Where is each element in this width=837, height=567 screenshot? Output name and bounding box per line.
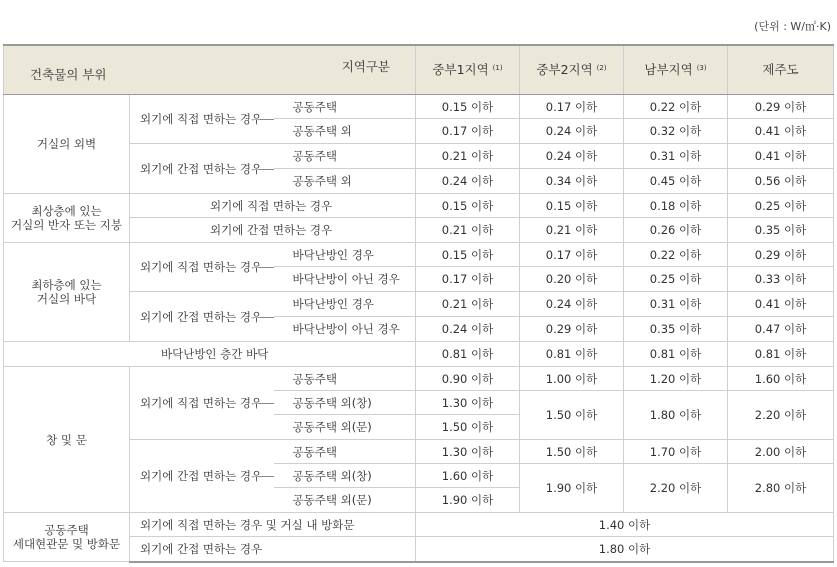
window-direct-nonapt-door: 공동주택 외(문) — [274, 415, 416, 440]
cell: 0.15 이하 — [416, 243, 520, 267]
window-indirect-nonapt-door: 공동주택 외(문) — [274, 488, 416, 513]
entrance-direct: 외기에 직접 면하는 경우 및 거실 내 방화문 — [130, 513, 416, 537]
cell: 0.81 이하 — [416, 342, 520, 367]
cell: 0.21 이하 — [416, 292, 520, 317]
cell: 0.24 이하 — [520, 144, 624, 169]
cell: 0.26 이하 — [624, 218, 728, 243]
cell: 0.41 이하 — [728, 144, 834, 169]
wall-label: 거실의 외벽 — [4, 95, 130, 194]
cell: 0.90 이하 — [416, 367, 520, 391]
window-indirect-apt: 공동주택 — [274, 440, 416, 464]
window-direct: 외기에 직접 면하는 경우 — [130, 367, 274, 440]
cell: 0.47 이하 — [728, 317, 834, 342]
table-row — [4, 243, 834, 267]
cell: 0.15 이하 — [520, 194, 624, 218]
window-indirect-nonapt-window: 공동주택 외(창) — [274, 464, 416, 488]
cell: 0.41 이하 — [728, 119, 834, 144]
header-region: 지역구분 — [341, 59, 391, 74]
header-central1: 중부1지역 $^{(1)}$ — [416, 45, 520, 95]
floor-direct: 외기에 직접 면하는 경우 — [130, 243, 274, 292]
header-south: 남부지역 $^{(3)}$ — [624, 45, 728, 95]
cell: 1.90 이하 — [520, 464, 624, 513]
header-central2: 중부2지역 $^{(2)}$ — [520, 45, 624, 95]
floor-direct-heated: 바닥난방인 경우 — [274, 243, 416, 267]
cell: 2.80 이하 — [728, 464, 834, 513]
wall-indirect: 외기에 간접 면하는 경우 — [130, 144, 274, 194]
cell: 2.20 이하 — [624, 464, 728, 513]
table-row — [4, 367, 834, 391]
roof-label: 최상층에 있는 거실의 반자 또는 지붕 — [4, 194, 130, 243]
wall-direct: 외기에 직접 면하는 경우 — [130, 95, 274, 144]
cell: 0.17 이하 — [416, 267, 520, 292]
wall-direct-nonapt: 공동주택 외 — [274, 119, 416, 144]
floor-indirect-not-heated: 바닥난방이 아닌 경우 — [274, 317, 416, 342]
cell: 0.15 이하 — [416, 95, 520, 119]
cell: 0.21 이하 — [520, 218, 624, 243]
cell: 0.41 이하 — [728, 292, 834, 317]
window-label: 창 및 문 — [4, 367, 130, 513]
cell: 0.22 이하 — [624, 243, 728, 267]
cell: 0.25 이하 — [728, 194, 834, 218]
table-row — [4, 95, 834, 119]
cell: 0.17 이하 — [520, 95, 624, 119]
cell: 0.24 이하 — [520, 119, 624, 144]
cell: 1.30 이하 — [416, 440, 520, 464]
floor-label: 최하층에 있는 거실의 바닥 — [4, 243, 130, 342]
cell: 0.29 이하 — [728, 95, 834, 119]
entrance-indirect: 외기에 간접 면하는 경우 — [130, 537, 416, 562]
cell: 0.35 이하 — [728, 218, 834, 243]
floor-direct-not-heated: 바닥난방이 아닌 경우 — [274, 267, 416, 292]
cell: 1.80 이하 — [624, 391, 728, 440]
cell: 1.60 이하 — [416, 464, 520, 488]
window-indirect: 외기에 간접 면하는 경우 — [130, 440, 274, 513]
cell: 1.50 이하 — [520, 440, 624, 464]
cell: 0.20 이하 — [520, 267, 624, 292]
cell: 1.30 이하 — [416, 391, 520, 415]
entrance-label: 공동주택 세대현관문 및 방화문 — [4, 513, 130, 562]
wall-direct-apt: 공동주택 — [274, 95, 416, 119]
table-row — [4, 513, 834, 537]
wall-indirect-nonapt: 공동주택 외 — [274, 169, 416, 194]
cell: 0.25 이하 — [624, 267, 728, 292]
cell: 0.35 이하 — [624, 317, 728, 342]
cell: 0.34 이하 — [520, 169, 624, 194]
floor-indirect-heated: 바닥난방인 경우 — [274, 292, 416, 317]
cell: 0.17 이하 — [520, 243, 624, 267]
cell: 2.20 이하 — [728, 391, 834, 440]
cell: 0.21 이하 — [416, 218, 520, 243]
cell: 0.31 이하 — [624, 144, 728, 169]
window-direct-apt: 공동주택 — [274, 367, 416, 391]
cell: 0.24 이하 — [416, 169, 520, 194]
cell: 0.45 이하 — [624, 169, 728, 194]
cell: 1.20 이하 — [624, 367, 728, 391]
cell: 1.00 이하 — [520, 367, 624, 391]
cell: 0.32 이하 — [624, 119, 728, 144]
cell: 0.15 이하 — [416, 194, 520, 218]
cell: 0.81 이하 — [520, 342, 624, 367]
cell: 0.81 이하 — [624, 342, 728, 367]
floor-indirect: 외기에 간접 면하는 경우 — [130, 292, 274, 342]
table-row — [4, 194, 834, 218]
entrance-indirect-value: 1.80 이하 — [416, 537, 834, 562]
cell: 0.33 이하 — [728, 267, 834, 292]
cell: 0.81 이하 — [728, 342, 834, 367]
cell: 0.22 이하 — [624, 95, 728, 119]
header-diagonal-cell — [4, 45, 416, 95]
unit-label: (단위 : W/㎡·K) — [754, 20, 831, 33]
header-part: 건축물의 부위 — [30, 67, 107, 82]
wall-indirect-apt: 공동주택 — [274, 144, 416, 169]
header-jeju: 제주도 — [728, 45, 834, 95]
interfloor-label: 바닥난방인 층간 바닥 — [4, 342, 416, 367]
cell: 0.24 이하 — [520, 292, 624, 317]
cell: 1.90 이하 — [416, 488, 520, 513]
header-row — [4, 45, 834, 95]
cell: 1.50 이하 — [520, 391, 624, 440]
table-row — [4, 342, 834, 367]
thermal-transmittance-table — [3, 44, 834, 563]
cell: 0.29 이하 — [520, 317, 624, 342]
entrance-direct-value: 1.40 이하 — [416, 513, 834, 537]
cell: 0.18 이하 — [624, 194, 728, 218]
cell: 1.50 이하 — [416, 415, 520, 440]
cell: 0.17 이하 — [416, 119, 520, 144]
cell: 0.24 이하 — [416, 317, 520, 342]
cell: 1.60 이하 — [728, 367, 834, 391]
cell: 0.56 이하 — [728, 169, 834, 194]
cell: 2.00 이하 — [728, 440, 834, 464]
roof-indirect: 외기에 간접 면하는 경우 — [130, 218, 416, 243]
cell: 1.70 이하 — [624, 440, 728, 464]
cell: 0.29 이하 — [728, 243, 834, 267]
cell: 0.21 이하 — [416, 144, 520, 169]
cell: 0.31 이하 — [624, 292, 728, 317]
window-direct-nonapt-window: 공동주택 외(창) — [274, 391, 416, 415]
roof-direct: 외기에 직접 면하는 경우 — [130, 194, 416, 218]
